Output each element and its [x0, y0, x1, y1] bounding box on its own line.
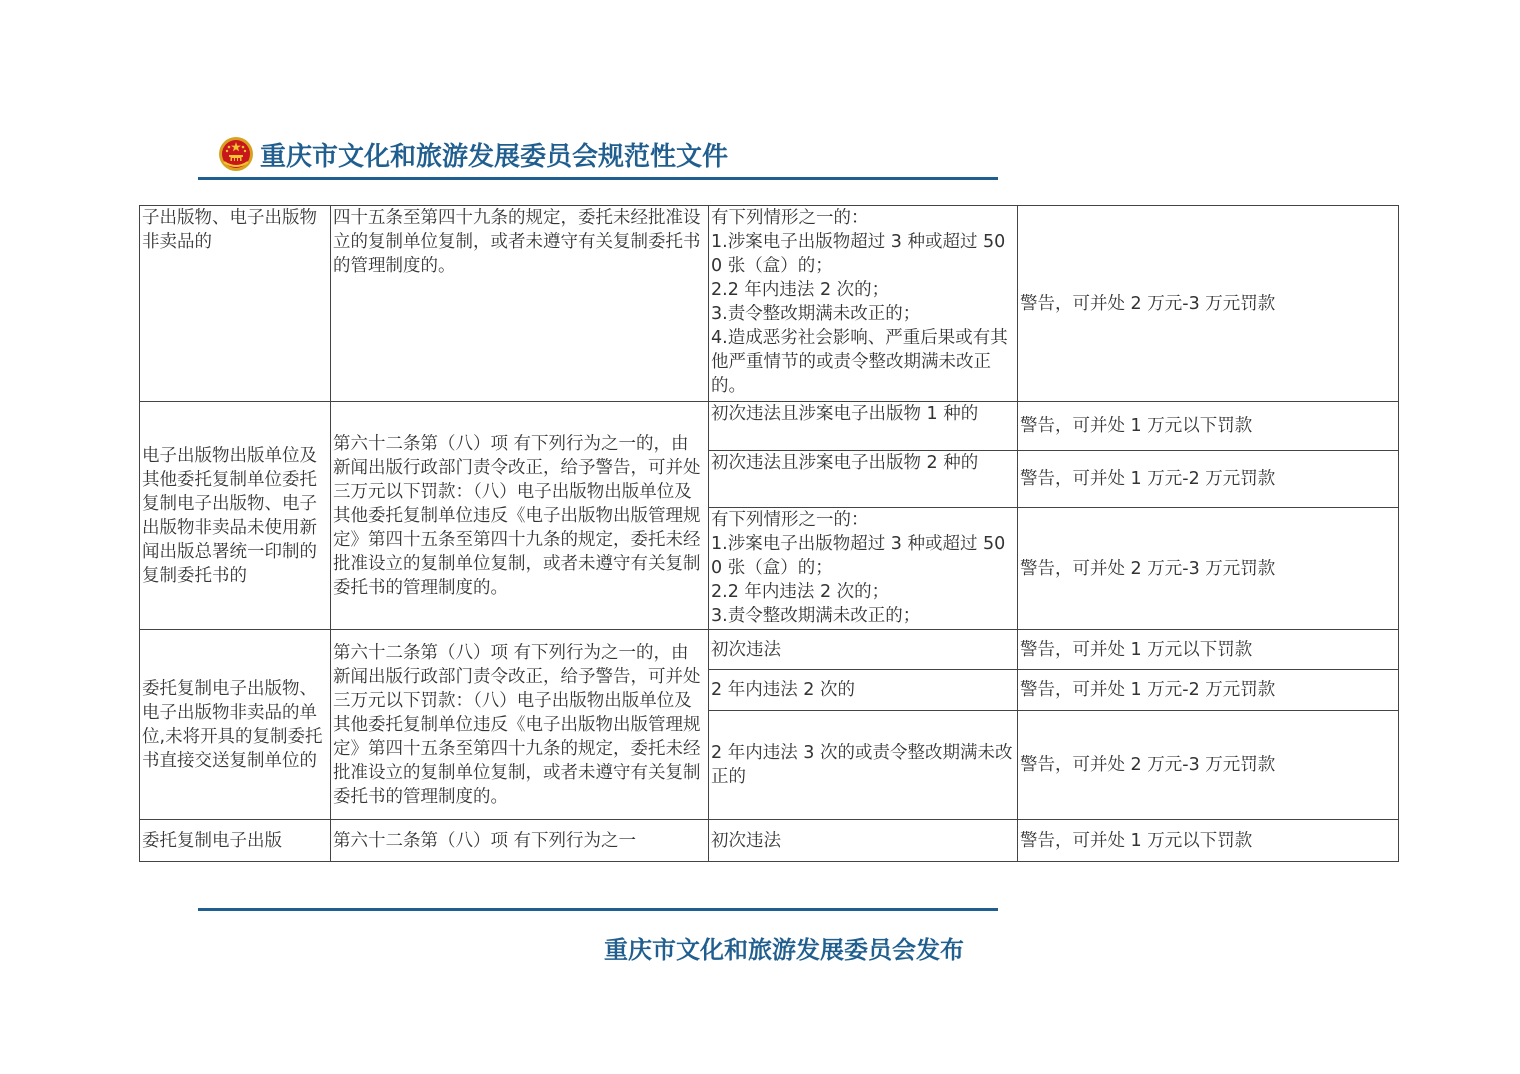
- penalty-cell: 警告，可并处 1 万元-2 万元罚款: [1018, 451, 1399, 508]
- table-row: [140, 206, 1399, 402]
- penalty-cell: 警告，可并处 1 万元以下罚款: [1018, 820, 1399, 862]
- violation-cell: 委托复制电子出版: [140, 820, 331, 862]
- legal-basis-cell: 第六十二条第（八）项 有下列行为之一的，由新闻出版行政部门责令改正，给予警告，可并处三万元以下罚款：（八）电子出版物出版单位及其他委托复制单位违反《电子出版物出版管理规定》第四十五条至第四十九条的规定，委托未经批准设立的复制单位复制，或者未遵守有关复制委托书的管理制度的。: [331, 402, 709, 630]
- circumstance-cell: 初次违法且涉案电子出版物 1 种的: [709, 402, 1018, 451]
- page-title: 重庆市文化和旅游发展委员会规范性文件: [260, 141, 729, 172]
- violation-cell: 子出版物、电子出版物非卖品的: [140, 206, 331, 402]
- circumstance-cell: 2 年内违法 3 次的或责令整改期满未改正的: [709, 711, 1018, 820]
- penalty-cell: 警告，可并处 2 万元-3 万元罚款: [1018, 508, 1399, 630]
- violation-cell: 电子出版物出版单位及其他委托复制单位委托复制电子出版物、电子出版物非卖品未使用新闻出版总署统一印制的复制委托书的: [140, 402, 331, 630]
- header-divider: [198, 177, 998, 180]
- penalty-cell: 警告，可并处 1 万元以下罚款: [1018, 630, 1399, 670]
- circumstance-cell: 初次违法: [709, 630, 1018, 670]
- document-header: [218, 132, 728, 176]
- legal-basis-cell: 第六十二条第（八）项 有下列行为之一: [331, 820, 709, 862]
- table-row: [140, 820, 1399, 862]
- publisher-line: 重庆市文化和旅游发展委员会发布: [604, 935, 964, 964]
- circumstance-cell: 有下列情形之一的： 1.涉案电子出版物超过 3 种或超过 500 张（盒）的； 2.2 年内违法 2 次的； 3.责令整改期满未改正的；: [709, 508, 1018, 630]
- circumstance-cell: 初次违法且涉案电子出版物 2 种的: [709, 451, 1018, 508]
- table-row: [140, 630, 1399, 670]
- circumstance-cell: 有下列情形之一的： 1.涉案电子出版物超过 3 种或超过 500 张（盒）的； 2.2 年内违法 2 次的； 3.责令整改期满未改正的； 4.造成恶劣社会影响、严重后果或有其他严重情节的或责令整改期满未改正的。: [709, 206, 1018, 402]
- penalty-cell: 警告，可并处 1 万元-2 万元罚款: [1018, 670, 1399, 711]
- penalty-cell: 警告，可并处 2 万元-3 万元罚款: [1018, 206, 1399, 402]
- circumstance-cell: 2 年内违法 2 次的: [709, 670, 1018, 711]
- legal-basis-cell: 四十五条至第四十九条的规定，委托未经批准设立的复制单位复制，或者未遵守有关复制委托书的管理制度的。: [331, 206, 709, 402]
- penalty-cell: 警告，可并处 2 万元-3 万元罚款: [1018, 711, 1399, 820]
- footer-divider: [198, 908, 998, 911]
- table-row: [140, 402, 1399, 451]
- penalty-cell: 警告，可并处 1 万元以下罚款: [1018, 402, 1399, 451]
- violation-cell: 委托复制电子出版物、电子出版物非卖品的单位,未将开具的复制委托书直接交送复制单位的: [140, 630, 331, 820]
- circumstance-cell: 初次违法: [709, 820, 1018, 862]
- legal-basis-cell: 第六十二条第（八）项 有下列行为之一的，由新闻出版行政部门责令改正，给予警告，可并处三万元以下罚款：（八）电子出版物出版单位及其他委托复制单位违反《电子出版物出版管理规定》第四十五条至第四十九条的规定，委托未经批准设立的复制单位复制，或者未遵守有关复制委托书的管理制度的。: [331, 630, 709, 820]
- penalty-table: [139, 205, 1399, 862]
- national-emblem-icon: [218, 136, 254, 172]
